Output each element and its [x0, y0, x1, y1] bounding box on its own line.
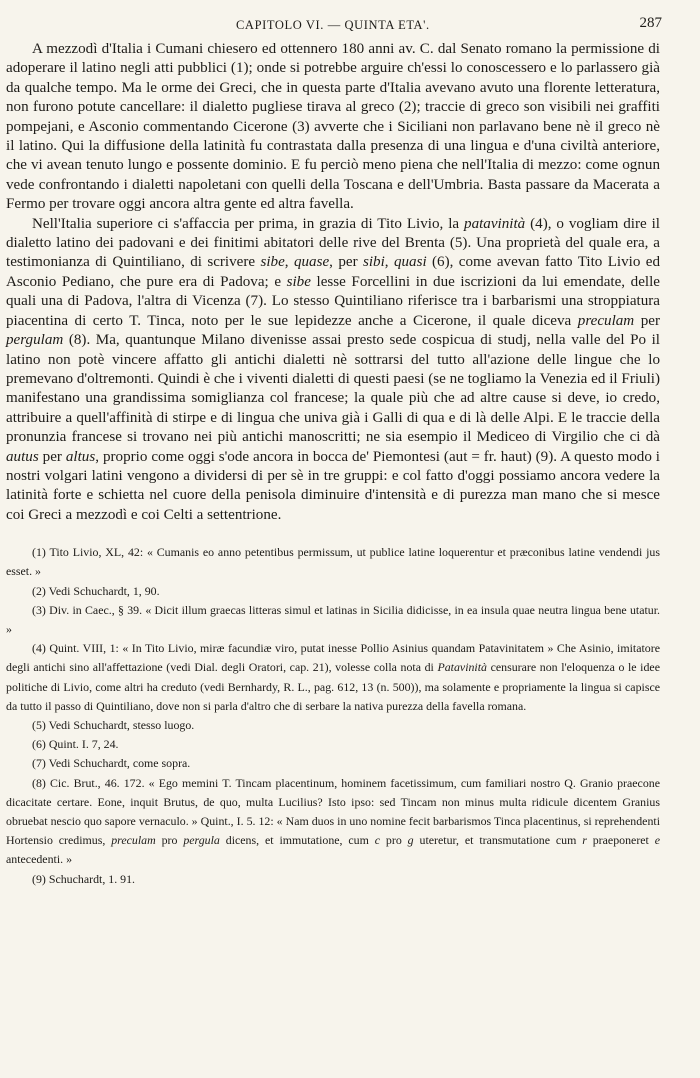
body-paragraph: [6, 40, 660, 215]
text-run: (6) Quint. I. 7, 24.: [32, 737, 119, 752]
text-run: praeponeret: [586, 833, 655, 848]
text-run: pro: [155, 833, 184, 848]
text-run: (6), come avevan fatto Tito Livio ed Asconio Pediano, che pure era di Padova; e: [6, 254, 661, 290]
italic-term: patavinità: [464, 215, 526, 232]
text-run: (1) Tito Livio, XL, 42: « Cumanis eo anno petentibus permissum, ut publice latine loquerentur et præconibus latine vendendi jus esset. »: [6, 545, 660, 579]
italic-term: c: [374, 833, 381, 848]
footnote-1: [6, 543, 660, 581]
italic-term: autus: [6, 448, 39, 465]
text-run: (4) Quint. VIII, 1: « In Tito Livio, miræ facundiæ viro, putat inesse Pollio Asinius quandam Patavinitatem » Che Asinio, imitatore degli antichi sino all'affettazione (vedi Dial. degli Oratori, cap. 21), volesse colla nota di: [6, 641, 660, 675]
text-run: , proprio come oggi s'ode ancora in bocca de' Piemontesi (aut = fr. haut) (9). A questo modo i nostri volgari latini vengono a dividersi di per sè in tre gruppi: e col fatto d'oggi possiamo ancora vedere la latinità forte e schietta nel cuore della penisola diminuire d'intensità e di purezza man mano che si mesce coi Greci a mezzodì e coi Celti a settentrione.: [6, 448, 660, 523]
running-head: [6, 14, 660, 36]
italic-term: Patavinità: [437, 660, 487, 675]
italic-term: altus: [65, 448, 96, 465]
text-run: (9) Schuchardt, 1. 91.: [32, 871, 136, 886]
body-text: [6, 40, 660, 525]
italic-term: preculam: [577, 312, 635, 329]
footnote-4: [6, 639, 660, 716]
italic-term: sibi: [362, 254, 385, 271]
text-run: (8). Ma, quantunque Milano divenisse assai presto sede cospicua di studj, nella valle del Po il latino non potè vincere affatto gli antichi dialetti nè sottrarsi del tutto all'azione delle lingue che lo premevano d'oltremonti. Quindi è che i viventi dialetti di questi paesi (se ne togliamo la Venezia ed il Friuli) manifestano una grandissima somiglianza col francese; la quale più che ad altre cause si deve, io credo, attribuire a quell'affinità di stirpe e di lingua che univa già i Galli di qua e di là delle Alpi. E le traccie della pronunzia francese si trovano nei più antichi manoscritti; ne sia esempio il Mediceo di Virgilio che ci dà: [6, 332, 660, 446]
text-run: A mezzodì d'Italia i Cumani chiesero ed ottennero 180 anni av. C. dal Senato romano la permissione di adoperare il latino negli atti pubblici (1); onde si potrebbe arguire ch'essi lo conoscessero e lo parlassero già da qualche tempo. Ma le orme dei Greci, che in questa parte d'Italia avevano avuto una florente letteratura, non furono potute cancellare: il dialetto pugliese tirava al greco (2); traccie di greco son visibili nei graffiti pompejani, e Asconio commentando Cicerone (3) avverte che i Siciliani non parlavano bene nè il greco nè il latino. Qui la diffusione della latinità fu contrastata dalla presenza di una lingua e d'una civiltà anteriore, che vi avean tenuto lungo e possente dominio. E fu perciò meno piena che nell'Italia di mezzo: come ognun vede confrontando i dialetti napoletani con quelli della Toscana e dell'Umbria. Basta passare da Macerata a Fermo per trovare oggi ancora altra gente ed altra favella.: [6, 41, 660, 213]
text-run: (8) Cic. Brut., 46. 172. « Ego memini T. Tincam placentinum, hominem facetissimum, cum familiari nostro Q. Granio praecone dicacitate certare. Eone, inquit Brutus, de quo, multa Lucilius? Isto ipso: sed Tincam non minus multa ridicule dicentem Granius obruebat nescio quo sapore vernaculo. » Quint., I. 5. 12: « Nam duos in uno nomine fecit barbarismos Tinca placentinus, si reprehendenti Hortensio credimus,: [6, 775, 660, 848]
footnote-6: [6, 735, 660, 754]
text-run: (7) Vedi Schuchardt, come sopra.: [32, 756, 191, 771]
text-run: (5) Vedi Schuchardt, stesso luogo.: [32, 717, 195, 732]
footnotes: [6, 543, 660, 889]
text-run: dicens, et immutatione, cum: [219, 833, 375, 848]
text-run: antecedenti. »: [6, 852, 73, 867]
text-run: ,: [284, 254, 294, 271]
text-run: censurare non l'eloquenza o le idee politiche di Livio, come altri ha creduto (vedi Bernhardy, R. L., pag. 612, 13 (n. 500)), ma solamente e propriamente la lingua si capisce da tutto il passo di Quintiliano, dove non si parla d'altro che di serbare la nativa purezza della favella romana.: [6, 660, 660, 713]
text-run: , per: [329, 254, 363, 271]
text-run: per: [634, 312, 661, 329]
footnote-2: [6, 582, 660, 601]
italic-term: sibe: [286, 273, 311, 290]
footnote-9: [6, 870, 660, 889]
body-paragraph: [6, 215, 660, 526]
running-title: CAPITOLO VI. — QUINTA ETA'.: [236, 18, 430, 32]
italic-term: g: [407, 833, 414, 848]
page-number: 287: [639, 15, 662, 31]
italic-term: preculam: [111, 833, 156, 848]
footnote-3: [6, 601, 660, 639]
italic-term: pergulam: [6, 332, 64, 349]
italic-term: pergula: [183, 833, 220, 848]
footnote-8: [6, 774, 660, 870]
italic-term: r: [582, 833, 587, 848]
italic-term: e: [654, 833, 661, 848]
text-run: (2) Vedi Schuchardt, 1, 90.: [32, 583, 160, 598]
text-run: (4), o vogliam dire il dialetto latino dei padovani e dei finitimi abitatori delle rive del Brenta (5). Una proprietà del quale era, a testimonianza di Quintiliano, di scrivere: [6, 215, 660, 271]
italic-term: quasi: [393, 254, 427, 271]
text-run: (3) Div. in Caec., § 39. « Dicit illum graecas litteras simul et latinas in Sicilia didicisse, in ea insula quae neutra lingua bene utatur. »: [6, 602, 660, 636]
text-run: Nell'Italia superiore ci s'affaccia per prima, in grazia di Tito Livio, la: [32, 215, 465, 232]
text-run: ,: [384, 254, 394, 271]
italic-term: sibe: [260, 254, 285, 271]
italic-term: quase: [293, 254, 330, 271]
text-run: uteretur, et transmutatione cum: [413, 833, 583, 848]
footnote-7: [6, 754, 660, 773]
text-run: lesse Forcellini in due iscrizioni da lui emendate, delle quali una di Padova, l'altra di Vicenza (7). Lo stesso Quintiliano riferisce tra i barbarismi una stroppiatura piacentina di certo T. Tinca, noto per le sue lepidezze anche a Cicerone, il quale diceva: [6, 273, 660, 329]
footnote-5: [6, 716, 660, 735]
text-run: pro: [380, 833, 408, 848]
text-run: per: [38, 448, 66, 465]
